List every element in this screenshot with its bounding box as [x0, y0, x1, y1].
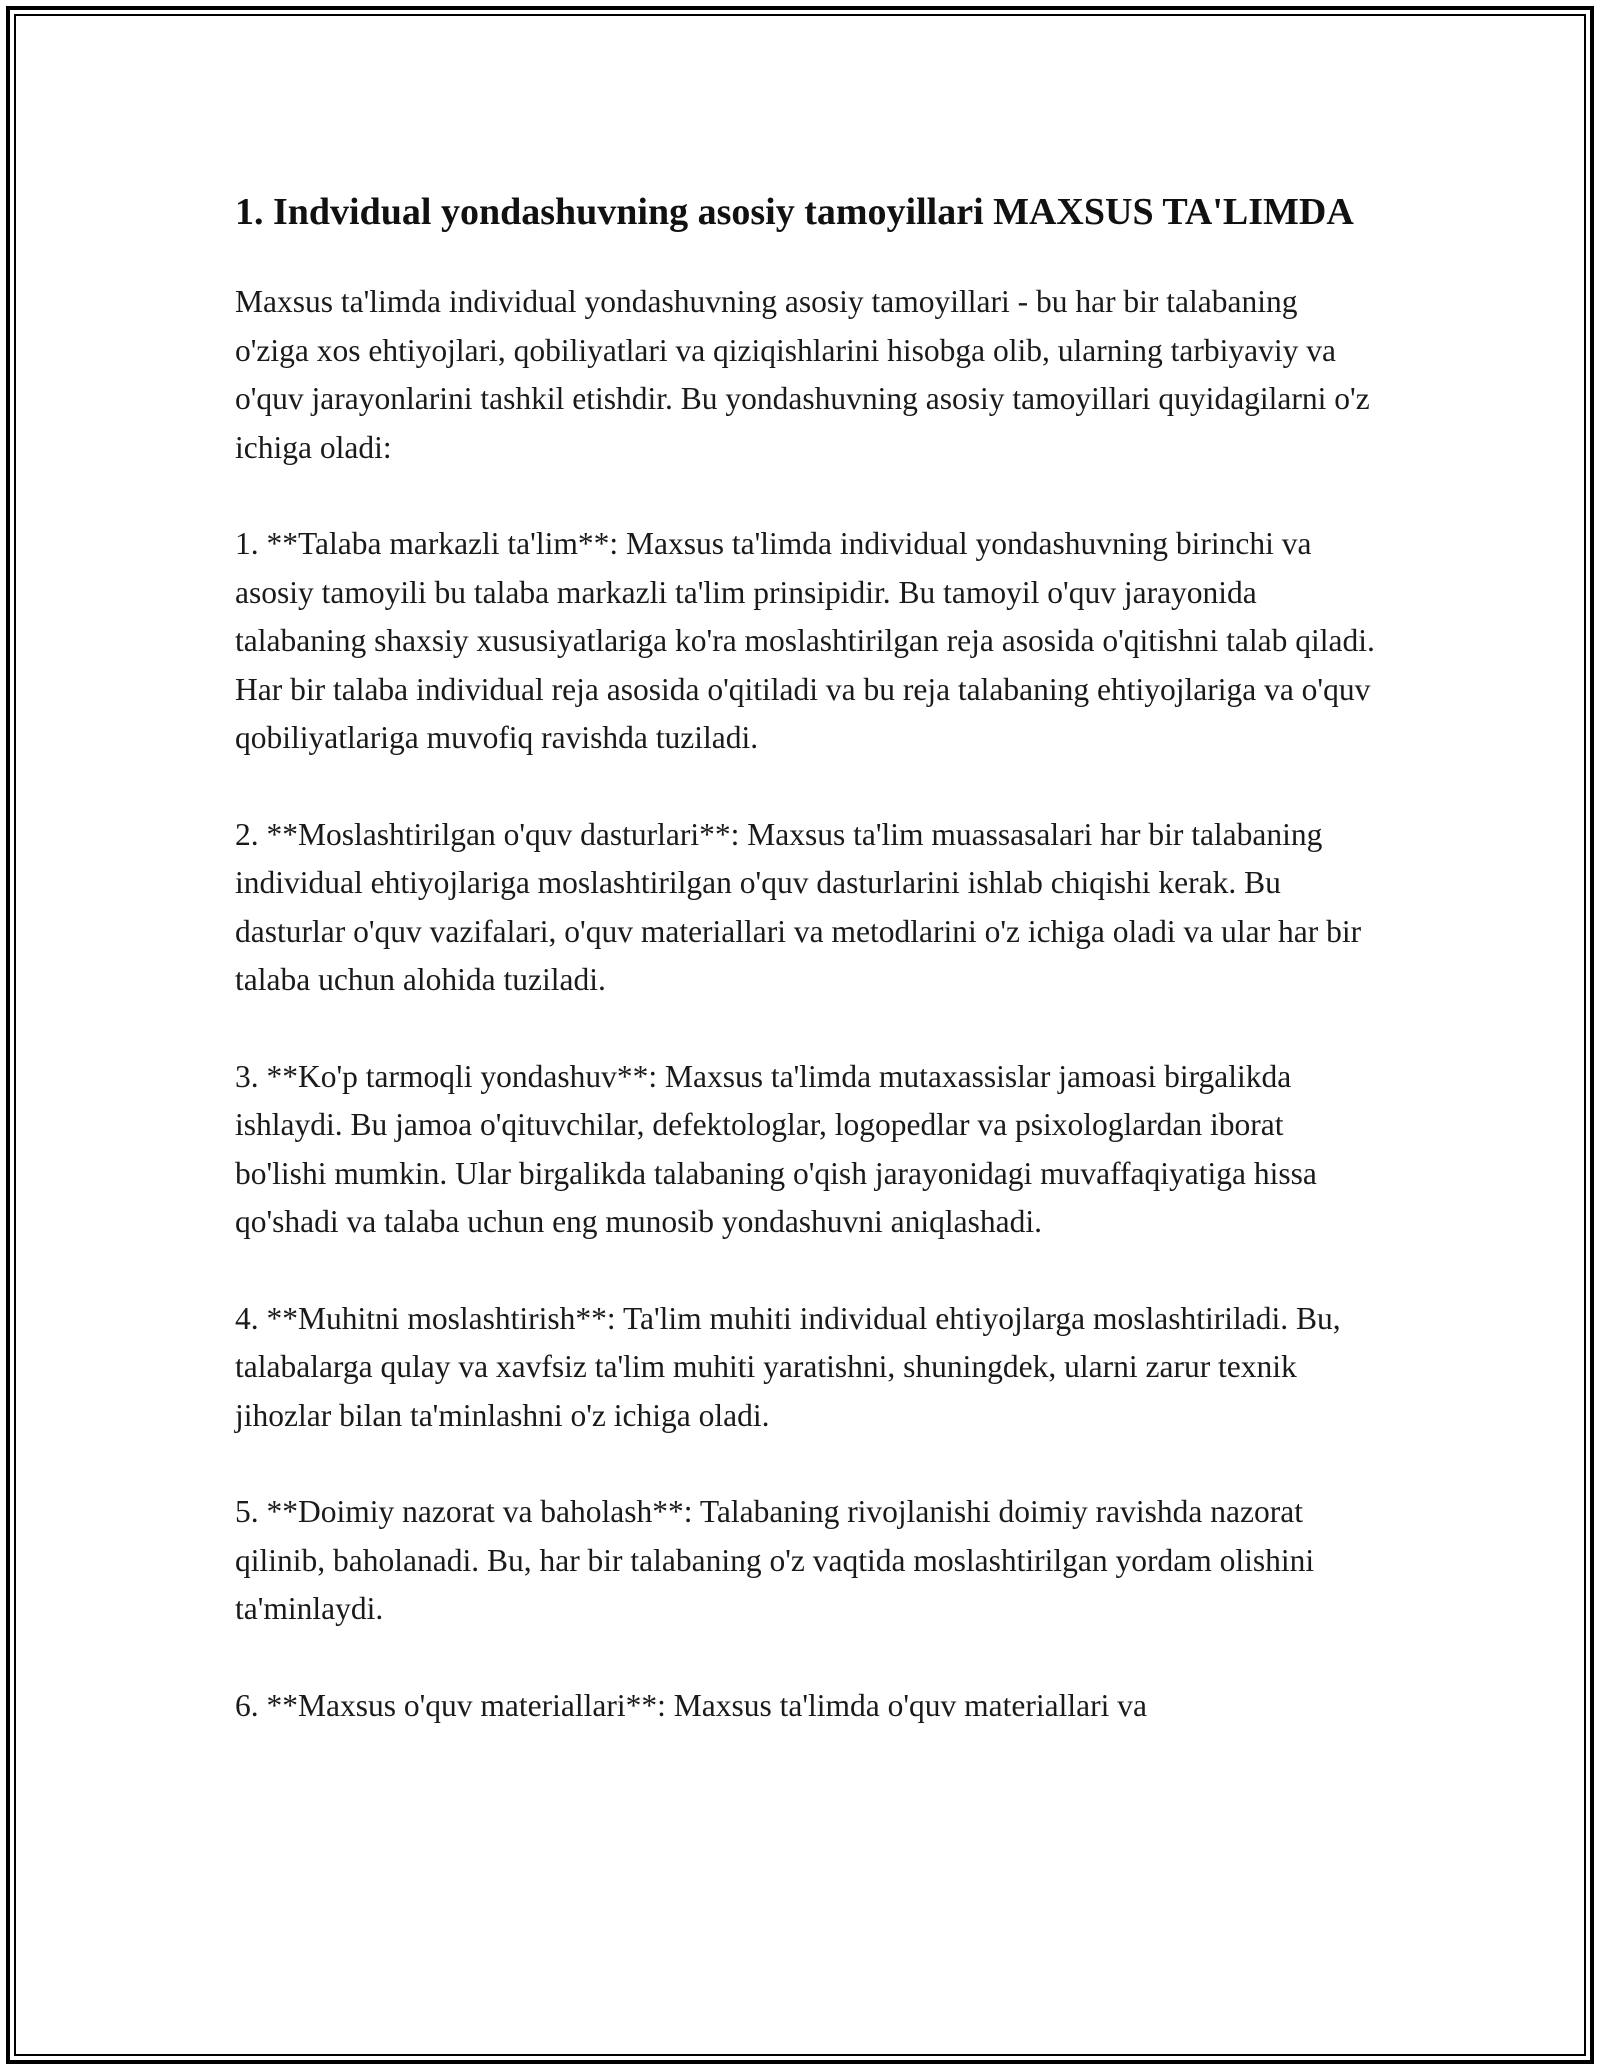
document-title: 1. Indvidual yondashuvning asosiy tamoyillari MAXSUS TA'LIMDA	[235, 191, 1354, 233]
principle-6-paragraph: 6. **Maxsus o'quv materiallari**: Maxsus ta'limda o'quv materiallari va	[235, 1687, 1147, 1723]
principle-4-paragraph: 4. **Muhitni moslashtirish**: Ta'lim muhiti individual ehtiyojlarga moslashtiriladi. Bu, talabalarga qulay va xavfsiz ta'lim muhiti yaratishni, shuningdek, ularni zarur texnik jihozlar bilan ta'minlashni o'z ichiga oladi.	[235, 1300, 1341, 1433]
principle-2-paragraph: 2. **Moslashtirilgan o'quv dasturlari**: Maxsus ta'lim muassasalari har bir talabaning individual ehtiyojlariga moslashtirilgan o'quv dasturlarini ishlab chiqishi kerak. Bu dasturlar o'quv vazifalari, o'quv materiallari va metodlarini o'z ichiga oladi va ular har bir talaba uchun alohida tuziladi.	[235, 816, 1362, 997]
intro-paragraph: Maxsus ta'limda individual yondashuvning asosiy tamoyillari - bu har bir talabaning o'ziga xos ehtiyojlari, qobiliyatlari va qiziqishlarini hisobga olib, ularning tarbiyaviy va o'quv jarayonlarini tashkil etishdir. Bu yondashuvning asosiy tamoyillari quyidagilarni o'z ichiga oladi:	[235, 284, 1370, 465]
document-body	[235, 186, 1375, 1778]
principle-5-paragraph: 5. **Doimiy nazorat va baholash**: Talabaning rivojlanishi doimiy ravishda nazorat qilinib, baholanadi. Bu, har bir talabaning o'z vaqtida moslashtirilgan yordam olishini ta'minlaydi.	[235, 1494, 1315, 1626]
principle-3-paragraph: 3. **Ko'p tarmoqli yondashuv**: Maxsus ta'limda mutaxassislar jamoasi birgalikda ishlaydi. Bu jamoa o'qituvchilar, defektologlar, logopedlar va psixologlardan iborat bo'lishi mumkin. Ular birgalikda talabaning o'qish jarayonidagi muvaffaqiyatiga hissa qo'shadi va talaba uchun eng munosib yondashuvni aniqlashadi.	[235, 1058, 1317, 1239]
principle-1-paragraph: 1. **Talaba markazli ta'lim**: Maxsus ta'limda individual yondashuvning birinchi va asosiy tamoyili bu talaba markazli ta'lim prinsipidir. Bu tamoyil o'quv jarayonida talabaning shaxsiy xususiyatlariga ko'ra moslashtirilgan reja asosida o'qitishni talab qiladi. Har bir talaba individual reja asosida o'qitiladi va bu reja talabaning ehtiyojlariga va o'quv qobiliyatlariga muvofiq ravishda tuziladi.	[235, 526, 1375, 755]
